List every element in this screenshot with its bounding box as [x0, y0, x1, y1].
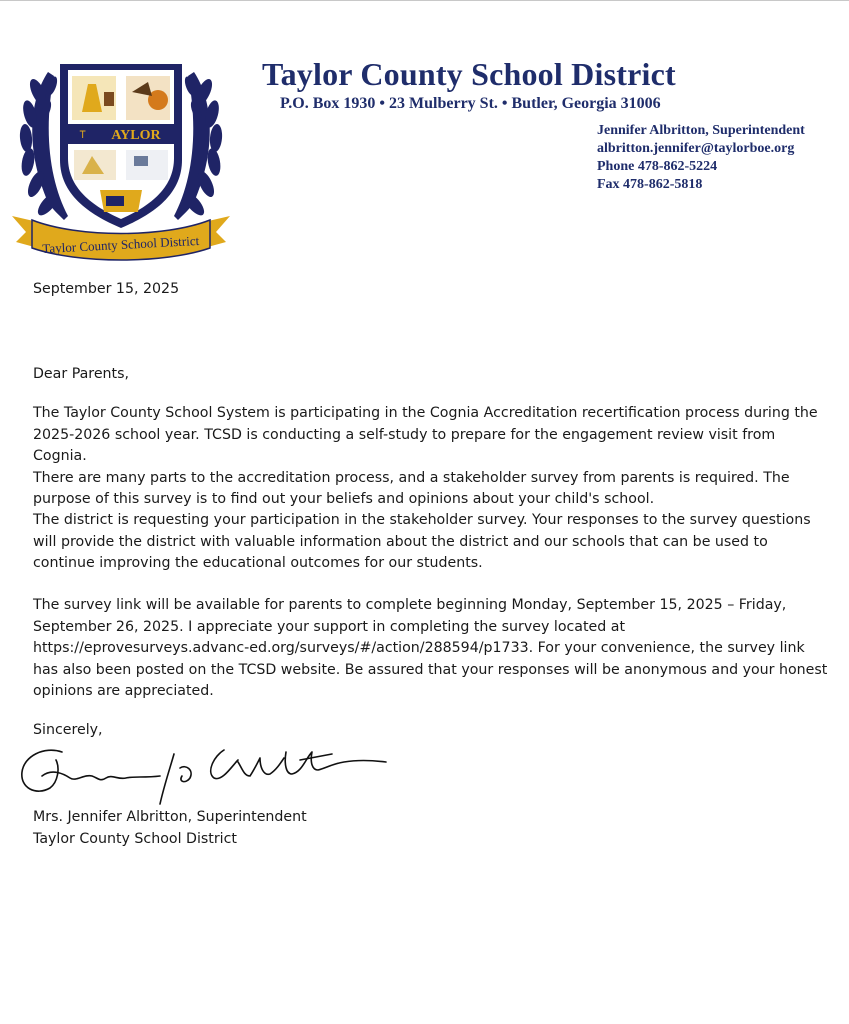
paragraph-line: September 26, 2025. I appreciate your support in completing the survey located at: [33, 618, 626, 635]
letter-date: September 15, 2025: [33, 281, 180, 297]
paragraph-intro: [33, 403, 833, 511]
paragraph-line: continue improving the educational outcomes for our students.: [33, 555, 483, 571]
signer-name: Mrs. Jennifer Albritton, Superintendent: [33, 809, 307, 825]
paragraph-line: opinions are appreciated.: [33, 683, 214, 699]
district-name: Taylor County School District: [262, 56, 676, 92]
paragraph-line: The district is requesting your participation in the stakeholder survey. Your responses to the survey questions: [33, 512, 811, 528]
paragraph-line: 2025-2026 school year. TCSD is conducting a self-study to prepare for the engagement review visit from Cognia.: [33, 426, 776, 464]
contact-email: albritton.jennifer@taylorboe.org: [597, 141, 795, 156]
paragraph-request: [33, 510, 833, 575]
district-crest-logo: [8, 52, 234, 267]
contact-fax: Fax 478-862-5818: [597, 177, 703, 192]
signer-organization: Taylor County School District: [33, 831, 237, 847]
contact-block: [597, 122, 805, 194]
letter-salutation: Dear Parents,: [33, 366, 130, 382]
paragraph-line: The survey link will be available for parents to complete beginning Monday, September 15, 2025 – Friday,: [33, 597, 787, 613]
paragraph-line: purpose of this survey is to find out your beliefs and opinions about your child's school.: [33, 491, 655, 507]
paragraph-line: has also been posted on the TCSD website. Be assured that your responses will be anonymous and your honest: [33, 661, 828, 678]
district-address: P.O. Box 1930 • 23 Mulberry St. • Butler, Georgia 31006: [280, 95, 661, 112]
paragraph-line: The Taylor County School System is participating in the Cognia Accreditation recertification process during the: [33, 405, 818, 421]
svg-text:Ꭲ: Ꭲ: [80, 130, 87, 141]
crest-banner-text: AYLOR: [111, 128, 161, 143]
signer-block: [33, 806, 307, 850]
letter-closing: Sincerely,: [33, 722, 103, 738]
page-top-border: [0, 0, 849, 1]
paragraph-survey-link: [33, 595, 833, 703]
contact-phone: Phone 478-862-5224: [597, 159, 718, 174]
paragraph-line: will provide the district with valuable information about the district and our schools that can be used to: [33, 533, 768, 550]
superintendent-name: Jennifer Albritton, Superintendent: [597, 123, 805, 138]
paragraph-line: There are many parts to the accreditation process, and a stakeholder survey from parents is required. The: [33, 469, 790, 486]
paragraph-line: https://eprovesurveys.advanc-ed.org/surveys/#/action/288594/p1733. For your convenience, the survey link: [33, 640, 805, 656]
ribbon-text: Taylor County School District: [42, 232, 200, 257]
